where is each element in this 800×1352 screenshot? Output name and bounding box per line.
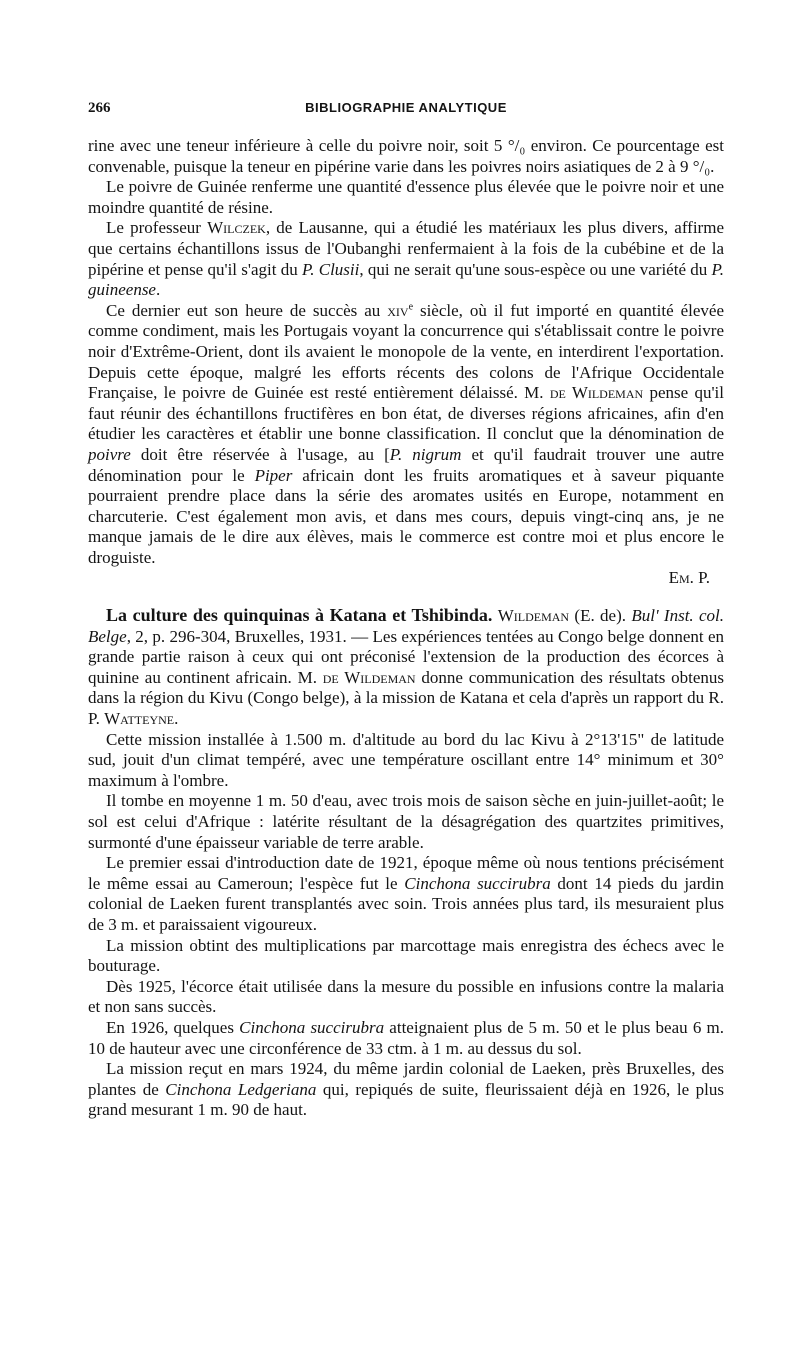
text-span: .: [174, 709, 179, 729]
text-span: siècle, où il fut importé en quantité élevée comme condiment, mais les Portugais voyant la concurrence qui s'établissait contre le poivre noir d'Extrême-Orient, dont ils avaient le monopole de la vente, en interdirent l'exportation. Depuis cette époque, malgré les efforts récents des colons de l'Afrique Occidentale Française, le poivre de Guinée est resté entièrement délaissé. M.: [88, 300, 724, 403]
article-2-paragraph-3: Il tombe en moyenne 1 m. 50 d'eau, avec trois mois de saison sèche en juin-juillet-août; le sol est celui d'Afrique : latérite résultant de la désagrégation des quartzites primitives, surmonté d'une épaisseur variable de terre arable.: [88, 791, 724, 852]
text-span: , 2, p. 296-304, Bruxelles, 1931. — Les expériences tentées au Congo belge donnent en grande partie raison à ceux qui ont préconisé l'extension de la production des écorces à quinine au continent africain. M.: [88, 626, 724, 687]
author-name: Wildeman: [497, 606, 570, 626]
species-name: P. Clusii: [302, 259, 360, 279]
species-name: Cinchona succirubra: [239, 1017, 385, 1037]
century: xiv: [387, 300, 409, 320]
text-span: .: [155, 280, 161, 300]
italic-term: poivre: [88, 444, 131, 464]
article-2-intro: [88, 605, 724, 730]
article-2-paragraph-4: [88, 853, 724, 935]
article-2-paragraph-7: [88, 1018, 724, 1059]
text-span: (E. de).: [569, 606, 632, 626]
text-span: et qu'il faudrait trouver une autre dénomination pour le: [88, 444, 724, 485]
text-span: qui, repiqués de suite, fleurissaient déjà en 1926, le plus grand mesurant 1 m. 90 de haut.: [88, 1079, 724, 1120]
species-name: Cinchona Ledgeriana: [165, 1079, 317, 1099]
author-name: de Wildeman: [549, 383, 644, 403]
text-span: atteignaient plus de 5 m. 50 et le plus beau 6 m. 10 de hauteur avec une circonférence de 33 ctm. à 1 m. au dessus du sol.: [88, 1017, 724, 1058]
page-header: [88, 100, 724, 122]
article-title: La culture des quinquinas à Katana et Tshibinda.: [106, 605, 493, 626]
century-sup: e: [408, 301, 414, 313]
running-title: BIBLIOGRAPHIE ANALYTIQUE: [305, 100, 507, 115]
journal-name: Bul' Inst. col. Belge: [88, 606, 725, 646]
text-span: doit être réservée à l'usage, au [: [130, 444, 390, 464]
species-name: P. guineense: [88, 259, 724, 300]
author-name: de Wildeman: [322, 667, 416, 687]
author-name: Wilczek: [207, 218, 266, 238]
paragraph-3: [88, 218, 724, 300]
text-span: , de Lausanne, qui a étudié les matériaux les plus divers, affirme que certains échantillons issus de l'Oubanghi renfermaient à la fois de la cubébine et de la pipérine et pense qu'il s'agit du: [88, 218, 724, 279]
signature: Em. P.: [668, 568, 710, 588]
text-span: Le professeur: [106, 218, 208, 238]
page-number: 266: [88, 100, 111, 116]
paragraph-4: [88, 301, 724, 569]
paragraph-1: rine avec une teneur inférieure à celle du poivre noir, soit 5 °/₀ environ. Ce pourcentage est convenable, puisque la teneur en pipérine varie dans les poivres noirs asiatiques de 2 à 9 °/₀.: [88, 136, 724, 176]
article-2-paragraph-8: [88, 1059, 724, 1121]
text-span: africain dont les fruits aromatiques et à saveur piquante pourraient prendre place dans la série des aromates usités en Europe, notamment en charcuterie. C'est également mon avis, et dans mes cours, depuis vingt-cinq ans, je ne manque jamais de le dire aux élèves, mais le commerce est contre moi et plus encore le droguiste.: [88, 465, 724, 567]
text-span: donne communication des résultats obtenus dans la région du Kivu (Congo belge), à la mission de Katana et cela d'après un rapport du R. P.: [88, 667, 724, 729]
species-name: Cinchona succirubra: [404, 873, 551, 893]
page-body: [88, 136, 724, 1121]
article-2-paragraph-5: La mission obtint des multiplications par marcottage mais enregistra des échecs avec le bouturage.: [88, 935, 724, 976]
text-span: Ce dernier eut son heure de succès au: [106, 300, 388, 320]
spacer: [88, 595, 724, 605]
author-name: Watteyne: [104, 709, 175, 729]
article-2-paragraph-2: Cette mission installée à 1.500 m. d'altitude au bord du lac Kivu à 2°13'15" de latitude sud, jouit d'un climat tempéré, avec une température oscillant entre 14° minimum et 30° maximum à l'ombre.: [88, 729, 724, 790]
species-name: P. nigrum: [389, 444, 462, 464]
text-span: , qui ne serait qu'une sous-espèce ou une variété du: [359, 259, 712, 279]
text-span: pense qu'il faut réunir des échantillons fructifères en bon état, de diverses régions africaines, afin d'en étudier les caractères et établir une bonne classification. Il conclut que la dénomination de: [88, 383, 724, 444]
text-span: dont 14 pieds du jardin colonial de Laeken furent transplantés avec soin. Trois années plus tard, ils mesuraient plus de 3 m. et paraissaient vigoureux.: [88, 873, 724, 934]
article-2-paragraph-6: Dès 1925, l'écorce était utilisée dans la mesure du possible en infusions contre la malaria et non sans succès.: [88, 976, 724, 1017]
text-span: En 1926, quelques: [106, 1017, 240, 1037]
text-span: Le premier essai d'introduction date de 1921, époque même où nous tentions précisément le même essai au Cameroun; l'espèce fut le: [88, 853, 724, 893]
paragraph-2: Le poivre de Guinée renferme une quantité d'essence plus élevée que le poivre noir et une moindre quantité de résine.: [88, 177, 724, 217]
text-span: La mission reçut en mars 1924, du même jardin colonial de Laeken, près Bruxelles, des plantes de: [88, 1059, 724, 1099]
genus-name: Piper: [254, 465, 293, 485]
